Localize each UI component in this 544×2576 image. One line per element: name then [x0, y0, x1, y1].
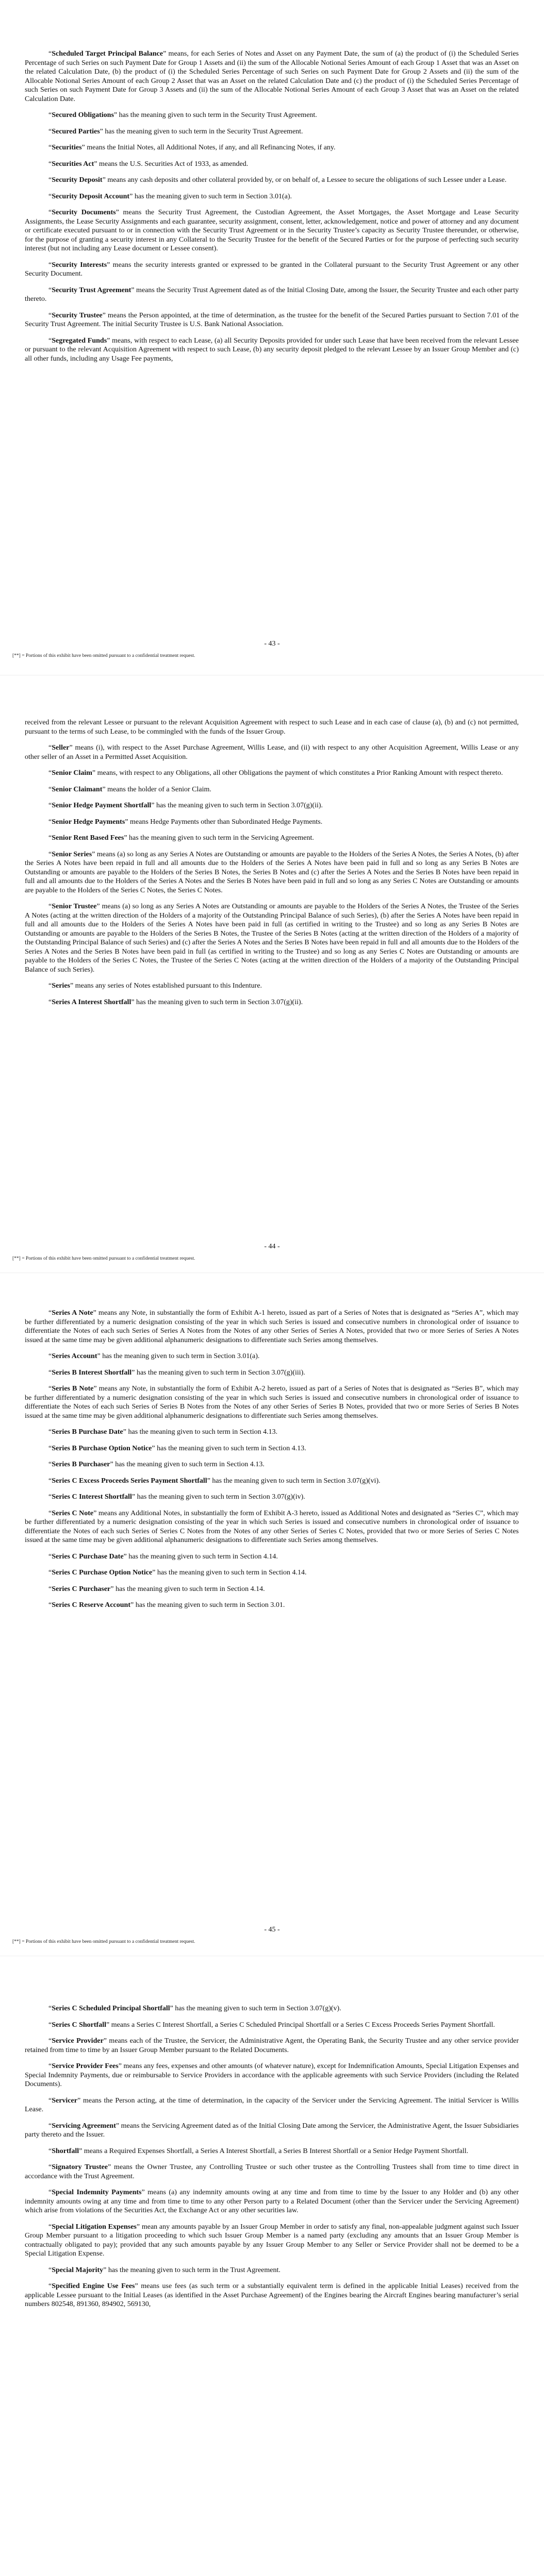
- defined-term: Series B Purchase Option Notice: [52, 1444, 152, 1452]
- defined-term: Series C Purchase Date: [52, 1552, 124, 1561]
- defined-term: Security Documents: [52, 209, 116, 216]
- defined-term: Series C Excess Proceeds Series Payment Shortfall: [52, 1477, 207, 1485]
- definition-paragraph: “Senior Claim” means, with respect to any Obligations, all other Obligations the payment of which constitutes a Prior Ranking Amount with respect thereto.: [48, 769, 503, 777]
- definition-paragraph: “Senior Claimant” means the holder of a Senior Claim.: [48, 785, 211, 793]
- definition-paragraph: “Security Documents” means the Security Trust Agreement, the Custodian Agreement, the Asset Mortgages, the Asset Mortgage and Lease Security Assignments, the Lease Security Assignments and each guarantee, security assignment, consent, letter, acknowledgement, notice and power of attorney and any document or certificate executed pursuant to or in connection with the Security Trust Agreement or in the Security Trustee’s capacity as Security Trustee thereunder, or otherwise, for the purpose of granting a security interest in any Collateral to the Security Trustee for the benefit of the Secured Parties or for the purpose of perfecting such security interest (but not including any Lease document or Lessee consent).: [25, 209, 519, 252]
- definition-text: ” has the meaning given to such term in the Trust Agreement.: [103, 2266, 281, 2274]
- definition-paragraph: “Secured Parties” has the meaning given to such term in the Security Trust Agreement.: [48, 127, 303, 135]
- definition-text: ” means Hedge Payments other than Subordinated Hedge Payments.: [125, 818, 323, 826]
- defined-term: Series C Purchaser: [52, 1585, 111, 1593]
- definition-paragraph: “Service Provider” means each of the Trustee, the Servicer, the Administrative Agent, the Operating Bank, the Security Trustee and any other service provider retained from time to time by an Issuer Group Member pursuant to the Related Documents.: [25, 2037, 519, 2054]
- definition-text: ” has the meaning given to such term in Section 3.01.: [130, 1601, 285, 1609]
- defined-term: Series C Shortfall: [52, 2021, 106, 2029]
- definition-paragraph: “Series C Purchase Date” has the meaning given to such term in Section 4.14.: [48, 1552, 278, 1561]
- definition-text: ” means, with respect to each Lease, (a) all Security Deposits provided for under such Lease that have been received from the relevant Lessee or pursuant to the relevant Acquisition Agreement with respect to such Lease, (b) any security deposit pledged to the relevant Lessee by an Issuer Group Member and (c) all other funds, including any Usage Fee payments,: [25, 336, 519, 363]
- defined-term: Series B Purchaser: [52, 1461, 110, 1468]
- definition-paragraph: “Series A Note” means any Note, in substantially the form of Exhibit A-1 hereto, issued as part of a Series of Notes that is designated as “Series A”, which may be further differentiated by a numeric designation consisting of the year in which such Series is issued and consecutive numbers in chronological order of issuance to differentiate the Notes of each such Series of Series A Notes from the Notes of any other Series of Series A Notes, provided that two or more Series of Series A Notes issued at the same time may be given additional alphanumeric designations to differentiate such Series among themselves.: [25, 1309, 519, 1344]
- defined-term: Service Provider: [52, 2037, 104, 2045]
- definition-text: ” has the meaning given to such term in Section 3.07(g)(ii).: [131, 998, 303, 1006]
- definition-paragraph: “Series B Purchase Date” has the meaning given to such term in Section 4.13.: [48, 1428, 278, 1436]
- defined-term: Series B Interest Shortfall: [52, 1368, 132, 1377]
- definition-text: ” has the meaning given to such term in Section 4.14.: [110, 1585, 265, 1593]
- definition-text: ” has the meaning given to such term in Section 3.07(g)(ii).: [151, 802, 323, 809]
- definition-text: ” has the meaning given to such term in Section 3.07(g)(v).: [170, 2005, 341, 2012]
- definition-text: ” means the holder of a Senior Claim.: [102, 785, 211, 793]
- defined-term: Security Trust Agreement: [52, 286, 131, 294]
- definition-text: ” means the Person appointed, at the time of determination, as the trustee for the benefit of the Secured Parties pursuant to Section 7.01 of the Security Trust Agreement. The initial Security Trustee is U.S. Bank National Association.: [25, 311, 519, 328]
- definition-text: ” means any fees, expenses and other amounts (of whatever nature), except for Indemnification Amounts, Special Litigation Expenses and Special Indemnity Payments, due or reimbursable to Service Providers in accordance with the applicable agreements with such Service Providers (including the Related Documents).: [25, 2062, 519, 2088]
- defined-term: Senior Hedge Payment Shortfall: [52, 802, 152, 809]
- definition-text: ” has the meaning given to such term in the Servicing Agreement.: [124, 834, 314, 842]
- definition-paragraph: “Series B Note” means any Note, in substantially the form of Exhibit A-2 hereto, issued as part of a Series of Notes that is designated as “Series B”, which may be further differentiated by a numeric designation consisting of the year in which such Series is issued and consecutive numbers in chronological order of issuance to differentiate the Notes of each such Series of Series B Notes from the Notes of any other Series of Series B Notes, provided that two or more Series of Series B Notes issued at the same time may be given additional alphanumeric designations to differentiate such Series among themselves.: [25, 1385, 519, 1420]
- defined-term: Special Indemnity Payments: [52, 2189, 142, 2196]
- definition-text: ” has the meaning given to such term in the Security Trust Agreement.: [100, 127, 303, 135]
- defined-term: Series C Reserve Account: [52, 1601, 131, 1609]
- definition-text: ” has the meaning given to such term in Section 4.14.: [152, 1569, 307, 1577]
- defined-term: Secured Parties: [52, 127, 100, 135]
- definition-paragraph: “Segregated Funds” means, with respect to each Lease, (a) all Security Deposits provided for under such Lease that have been received from the relevant Lessee or pursuant to the relevant Acquisition Agreement with respect to such Lease, (b) any security deposit pledged to the relevant Lessee by an Issuer Group Member and (c) all other funds, including any Usage Fee payments,: [25, 336, 519, 363]
- definition-paragraph: “Secured Obligations” has the meaning given to such term in the Security Trust Agreement.: [48, 111, 317, 119]
- definition-text: ” means any Note, in substantially the form of Exhibit A-2 hereto, issued as part of a Series of Notes that is designated as “Series B”, which may be further differentiated by a numeric designation consisting of the year in which such Series is issued and consecutive numbers in chronological order of issuance to differentiate the Notes of each such Series of Series B Notes from the Notes of any other Series of Series B Notes, provided that two or more Series of Series B Notes issued at the same time may be given additional alphanumeric designations to differentiate such Series among themselves.: [25, 1385, 519, 1420]
- definition-text: ” means, for each Series of Notes and Asset on any Payment Date, the sum of (a) the product of (i) the Scheduled Series Percentage of such Series on such Payment Date for Group 1 Assets and (ii) the sum of the Allocable Notional Series Amount of each Group 1 Asset that was an Asset on the related Calculation Date, (b) the product of (i) the Scheduled Series Percentage of such Series on such Payment Date for Group 2 Assets and (ii) the sum of the Allocable Notional Series Amount of each Group 2 Asset that was an Asset on the related Calculation Date and (c) the product of (i) the Scheduled Series Percentage of such Series on such Payment Date for Group 3 Assets and (ii) the sum of the Allocable Notional Series Amount of each Group 3 Asset that was an Asset on the related Calculation Date.: [25, 50, 519, 103]
- page-number: - 43 -: [264, 640, 280, 648]
- definition-text: ” means any series of Notes established pursuant to this Indenture.: [70, 982, 262, 990]
- confidential-footnote: [**] = Portions of this exhibit have been omitted pursuant to a confidential treatment request.: [12, 1256, 195, 1261]
- definition-paragraph: “Shortfall” means a Required Expenses Shortfall, a Series A Interest Shortfall, a Series B Interest Shortfall or a Senior Hedge Payment Shortfall.: [48, 2147, 469, 2155]
- definition-text: ” means (i), with respect to the Asset Purchase Agreement, Willis Lease, and (ii) with respect to any other Acquisition Agreement, Willis Lease or any other seller of an Asset in a Permitted Asset Acquisition.: [25, 744, 519, 761]
- defined-term: Series: [52, 982, 70, 990]
- definition-text: ” means the U.S. Securities Act of 1933, as amended.: [94, 160, 249, 168]
- definition-paragraph: “Series C Shortfall” means a Series C Interest Shortfall, a Series C Scheduled Principal Shortfall or a Series C Excess Proceeds Series Payment Shortfall.: [48, 2021, 495, 2029]
- definition-text: ” means any Note, in substantially the form of Exhibit A-1 hereto, issued as part of a Series of Notes that is designated as “Series A”, which may be further differentiated by a numeric designation consisting of the year in which such Series is issued and consecutive numbers in chronological order of issuance to differentiate the Notes of each such Series of Series A Notes from the Notes of any other Series of Series A Notes, provided that two or more Series of Series A Notes issued at the same time may be given additional alphanumeric designations to differentiate such Series among themselves.: [25, 1309, 519, 1344]
- definition-paragraph: “Series B Purchaser” has the meaning given to such term in Section 4.13.: [48, 1461, 265, 1468]
- definition-paragraph: “Seller” means (i), with respect to the Asset Purchase Agreement, Willis Lease, and (ii) with respect to any other Acquisition Agreement, Willis Lease or any other seller of an Asset in a Permitted Asset Acquisition.: [25, 744, 519, 761]
- defined-term: Security Trustee: [52, 311, 103, 319]
- definition-paragraph: “Security Deposit” means any cash deposits and other collateral provided by, or on behalf of, a Lessee to secure the obligations of such Lessee under a Lease.: [48, 176, 507, 184]
- defined-term: Specified Engine Use Fees: [52, 2282, 135, 2290]
- page-number: - 45 -: [264, 1926, 280, 1934]
- definition-text: ” has the meaning given to such term in Section 4.13.: [123, 1428, 278, 1436]
- defined-term: Security Deposit Account: [52, 192, 130, 200]
- defined-term: Servicer: [52, 2096, 77, 2105]
- defined-term: Securities: [52, 144, 82, 151]
- page-number: - 44 -: [264, 1243, 280, 1250]
- definition-text: ” has the meaning given to such term in Section 3.01(a).: [129, 192, 292, 200]
- definition-text: ” means (a) so long as any Series A Notes are Outstanding or amounts are payable to the Holders of the Series A Notes, the Trustee of the Series A Notes (acting at the written direction of the Holders of a majority of the Outstanding Principal Balance of such Series), (b) after the Series A Notes have been repaid in full and all amounts due to the Holders of the Series A Notes have been paid in full (as certified in writing to the Trustee) and so long as any Series B Notes are Outstanding or amounts are payable to the Holders of the Series B Notes, the Trustee of the Series B Notes (acting at the written direction of the Holders of a majority of the Outstanding Principal Balance of such Series) and (c) after the Series A Notes and the Series B Notes have been repaid in full and all amounts due to the Holders of the Series A Notes and the Series B Notes have been paid in full (as certified in writing to the Trustee) and so long as any Series C Notes are Outstanding or amounts are payable to the Holders of the Series C Notes, the Trustee of the Series C Notes (acting at the written direction of the Holders of a majority of the Outstanding Principal Balance of such Series).: [25, 903, 519, 974]
- definition-paragraph: “Scheduled Target Principal Balance” means, for each Series of Notes and Asset on any Payment Date, the sum of (a) the product of (i) the Scheduled Series Percentage of such Series on such Payment Date for Group 1 Assets and (ii) the sum of the Allocable Notional Series Amount of each Group 1 Asset that was an Asset on the related Calculation Date, (b) the product of (i) the Scheduled Series Percentage of such Series on such Payment Date for Group 2 Assets and (ii) the sum of the Allocable Notional Series Amount of each Group 2 Asset that was an Asset on the related Calculation Date and (c) the product of (i) the Scheduled Series Percentage of such Series on such Payment Date for Group 3 Assets and (ii) the sum of the Allocable Notional Series Amount of each Group 3 Asset that was an Asset on the related Calculation Date.: [25, 50, 519, 103]
- definition-paragraph: “Signatory Trustee” means the Owner Trustee, any Controlling Trustee or such other trustee as the Controlling Trustees shall from time to time direct in accordance with the Trust Agreement.: [25, 2163, 519, 2180]
- definition-text: ” means the Initial Notes, all Additional Notes, if any, and all Refinancing Notes, if any.: [81, 144, 336, 151]
- defined-term: Senior Claimant: [52, 785, 103, 793]
- definition-text: ” means the Security Trust Agreement dated as of the Initial Closing Date, among the Issuer, the Security Trustee and each other party thereto.: [25, 286, 519, 303]
- defined-term: Series A Interest Shortfall: [52, 998, 131, 1006]
- definition-paragraph: “Series C Excess Proceeds Series Payment Shortfall” has the meaning given to such term in Section 3.07(g)(vi).: [48, 1477, 381, 1485]
- definition-paragraph: “Securities” means the Initial Notes, all Additional Notes, if any, and all Refinancing Notes, if any.: [48, 144, 336, 151]
- defined-term: Signatory Trustee: [52, 2163, 108, 2171]
- defined-term: Segregated Funds: [52, 336, 107, 345]
- defined-term: Senior Rent Based Fees: [52, 834, 124, 842]
- defined-term: Security Interests: [52, 261, 107, 269]
- definition-text: ” means any cash deposits and other collateral provided by, or on behalf of, a Lessee to secure the obligations of such Lessee under a Lease.: [102, 176, 507, 184]
- defined-term: Series A Note: [52, 1309, 93, 1317]
- definition-text: ” means a Series C Interest Shortfall, a Series C Scheduled Principal Shortfall or a Series C Excess Proceeds Series Payment Shortfall.: [106, 2021, 495, 2029]
- definition-text: ” means the Owner Trustee, any Controlling Trustee or such other trustee as the Controlling Trustees shall from time to time direct in accordance with the Trust Agreement.: [25, 2163, 519, 2180]
- definition-text: ” has the meaning given to such term in Section 4.14.: [123, 1552, 278, 1561]
- definition-text: ” has the meaning given to such term in Section 3.01(a).: [97, 1352, 260, 1360]
- definition-paragraph: “Special Litigation Expenses” mean any amounts payable by an Issuer Group Member in order to satisfy any final, non-appealable judgment against such Issuer Group Member pursuant to a litigation proceeding to which such Issuer Group Member is a named party (excluding any amounts that an Issuer Group Member is contractually obligated to pay); provided that any such amounts payable by any Issuer Group Member to any Seller or Service Provider shall not be deemed to be a Special Litigation Expense.: [25, 2223, 519, 2258]
- defined-term: Series B Purchase Date: [52, 1428, 123, 1436]
- defined-term: Series B Note: [52, 1385, 94, 1393]
- definition-paragraph: “Securities Act” means the U.S. Securities Act of 1933, as amended.: [48, 160, 249, 168]
- definition-paragraph: “Servicing Agreement” means the Servicing Agreement dated as of the Initial Closing Date among the Servicer, the Administrative Agent, the Issuer Subsidiaries party thereto and the Issuer.: [25, 2122, 519, 2139]
- definition-paragraph: “Security Trustee” means the Person appointed, at the time of determination, as the trustee for the benefit of the Secured Parties pursuant to Section 7.01 of the Security Trust Agreement. The initial Security Trustee is U.S. Bank National Association.: [25, 311, 519, 328]
- defined-term: Series C Interest Shortfall: [52, 1493, 132, 1501]
- defined-term: Special Majority: [52, 2266, 104, 2274]
- definition-paragraph: “Senior Trustee” means (a) so long as any Series A Notes are Outstanding or amounts are payable to the Holders of the Series A Notes, the Trustee of the Series A Notes (acting at the written direction of the Holders of a majority of the Outstanding Principal Balance of such Series), (b) after the Series A Notes have been repaid in full and all amounts due to the Holders of the Series A Notes have been paid in full (as certified in writing to the Trustee) and so long as any Series B Notes are Outstanding or amounts are payable to the Holders of the Series B Notes, the Trustee of the Series B Notes (acting at the written direction of the Holders of a majority of the Outstanding Principal Balance of such Series) and (c) after the Series A Notes and the Series B Notes have been repaid in full and all amounts due to the Holders of the Series A Notes and the Series B Notes have been paid in full (as certified in writing to the Trustee) and so long as any Series C Notes are Outstanding or amounts are payable to the Holders of the Series C Notes, the Trustee of the Series C Notes (acting at the written direction of the Holders of a majority of the Outstanding Principal Balance of such Series).: [25, 903, 519, 974]
- definition-text: ” means the Servicing Agreement dated as of the Initial Closing Date among the Servicer, the Administrative Agent, the Issuer Subsidiaries party thereto and the Issuer.: [25, 2122, 519, 2139]
- confidential-footnote: [**] = Portions of this exhibit have been omitted pursuant to a confidential treatment request.: [12, 653, 195, 658]
- definition-paragraph: “Series C Purchase Option Notice” has the meaning given to such term in Section 4.14.: [48, 1569, 307, 1577]
- definition-text: ” means the Security Trust Agreement, the Custodian Agreement, the Asset Mortgages, the Asset Mortgage and Lease Security Assignments, the Lease Security Assignments and each guarantee, security assignment, consent, letter, acknowledgement, notice and power of attorney and any document or certificate executed pursuant to or in connection with the Security Trust Agreement or in the Security Trustee’s capacity as Security Trustee thereunder, or otherwise, for the purpose of granting a security interest in any Collateral to the Security Trustee for the benefit of the Secured Parties or for the purpose of perfecting such security interest (but not including any Lease document or Lessee consent).: [25, 209, 519, 252]
- confidential-footnote: [**] = Portions of this exhibit have been omitted pursuant to a confidential treatment request.: [12, 1939, 195, 1944]
- defined-term: Service Provider Fees: [52, 2062, 119, 2070]
- definition-paragraph: “Series C Interest Shortfall” has the meaning given to such term in Section 3.07(g)(iv).: [48, 1493, 305, 1501]
- definition-text: ” means (a) any indemnity amounts owing at any time and from time to time by the Issuer to any Holder and (b) any other indemnity amounts owing at any time and from time to time to any other Person party to a Related Document (other than the Servicer under the Servicing Agreement) which arise from violations of the Securities Act, the Exchange Act or any other securities law.: [25, 2189, 519, 2214]
- defined-term: Senior Series: [52, 850, 92, 858]
- definition-paragraph: “Senior Series” means (a) so long as any Series A Notes are Outstanding or amounts are payable to the Holders of the Series A Notes, the Series A Notes, (b) after the Series A Notes have been repaid in full and all amounts due to the Holders of the Series A Notes have been paid in full and so long as any Series B Notes are Outstanding or amounts are payable to the Holders of the Series B Notes, the Series B Notes and (c) after the Series A Notes and the Series B Notes have been repaid in full and all amounts due to the Holders of the Series A Notes and the Series B Notes have been paid in full and so long as any Series C Notes are Outstanding or amounts are payable to the Holders of the Series C Notes, the Series C Notes.: [25, 850, 519, 894]
- defined-term: Scheduled Target Principal Balance: [52, 50, 163, 58]
- definition-paragraph: “Series C Purchaser” has the meaning given to such term in Section 4.14.: [48, 1585, 265, 1593]
- continuation-paragraph: [25, 718, 519, 736]
- definition-text: ” has the meaning given to such term in Section 4.13.: [152, 1444, 306, 1452]
- definition-text: ” means the security interests granted or expressed to be granted in the Collateral pursuant to the Security Trust Agreement or any other Security Document.: [25, 261, 519, 278]
- definition-text: received from the relevant Lessee or pursuant to the relevant Acquisition Agreement with respect to such Lease and in each case of clause (a), (b) and (c) not permitted, pursuant to the terms of such Lease, to be commingled with the funds of the Issuer Group.: [25, 719, 519, 736]
- defined-term: Series C Purchase Option Notice: [52, 1569, 153, 1577]
- definition-text: ” means the Person acting, at the time of determination, in the capacity of the Servicer under the Servicing Agreement. The initial Servicer is Willis Lease.: [25, 2096, 519, 2113]
- definition-text: ” means any Additional Notes, in substantially the form of Exhibit A-3 hereto, issued as Additional Notes and designated as “Series C”, which may be further differentiated by a numeric designation consisting of the year in which such Series is issued and consecutive numbers in chronological order of issuance to differentiate the Notes of each such Series of Series C Notes from the Notes of any other Series of Series C Notes, provided that two or more Series of Series C Notes issued at the same time may be given additional alphanumeric designations to differentiate such Series among themselves.: [25, 1509, 519, 1544]
- definition-text: ” means, with respect to any Obligations, all other Obligations the payment of which constitutes a Prior Ranking Amount with respect thereto.: [92, 769, 503, 777]
- defined-term: Series C Scheduled Principal Shortfall: [52, 2005, 170, 2012]
- definition-text: ” has the meaning given to such term in Section 3.07(g)(iii).: [131, 1368, 305, 1377]
- definition-paragraph: “Special Majority” has the meaning given to such term in the Trust Agreement.: [48, 2266, 281, 2274]
- definition-paragraph: “Security Deposit Account” has the meaning given to such term in Section 3.01(a).: [48, 192, 292, 200]
- definition-paragraph: “Series B Interest Shortfall” has the meaning given to such term in Section 3.07(g)(iii).: [48, 1368, 305, 1377]
- defined-term: Special Litigation Expenses: [52, 2223, 137, 2231]
- definition-text: ” has the meaning given to such term in Section 4.13.: [110, 1461, 265, 1468]
- defined-term: Senior Claim: [52, 769, 92, 777]
- defined-term: Secured Obligations: [52, 111, 114, 119]
- definition-text: ” has the meaning given to such term in the Security Trust Agreement.: [113, 111, 317, 119]
- definition-paragraph: “Series C Note” means any Additional Notes, in substantially the form of Exhibit A-3 hereto, issued as Additional Notes and designated as “Series C”, which may be further differentiated by a numeric designation consisting of the year in which such Series is issued and consecutive numbers in chronological order of issuance to differentiate the Notes of each such Series of Series C Notes from the Notes of any other Series of Series C Notes, provided that two or more Series of Series C Notes issued at the same time may be given additional alphanumeric designations to differentiate such Series among themselves.: [25, 1509, 519, 1544]
- definition-text: ” means each of the Trustee, the Servicer, the Administrative Agent, the Operating Bank, the Security Trustee and any other service provider retained from time to time by an Issuer Group Member pursuant to the Related Documents.: [25, 2037, 519, 2054]
- definition-paragraph: “Senior Rent Based Fees” has the meaning given to such term in the Servicing Agreement.: [48, 834, 314, 842]
- definition-paragraph: “Series C Reserve Account” has the meaning given to such term in Section 3.01.: [48, 1601, 285, 1609]
- definition-text: ” has the meaning given to such term in Section 3.07(g)(iv).: [131, 1493, 305, 1501]
- definition-paragraph: “Series B Purchase Option Notice” has the meaning given to such term in Section 4.13.: [48, 1444, 306, 1452]
- definition-paragraph: “Special Indemnity Payments” means (a) any indemnity amounts owing at any time and from time to time by the Issuer to any Holder and (b) any other indemnity amounts owing at any time and from time to time to any other Person party to a Related Document (other than the Servicer under the Servicing Agreement) which arise from violations of the Securities Act, the Exchange Act or any other securities law.: [25, 2189, 519, 2214]
- definition-text: ” means a Required Expenses Shortfall, a Series A Interest Shortfall, a Series B Interest Shortfall or a Senior Hedge Payment Shortfall.: [79, 2147, 469, 2155]
- defined-term: Security Deposit: [52, 176, 103, 184]
- definition-paragraph: “Specified Engine Use Fees” means use fees (as such term or a substantially equivalent term is defined in the applicable Initial Leases) received from the applicable Lessee pursuant to the Initial Leases (as identified in the Asset Purchase Agreement) of the Engines bearing the Aircraft Engines bearing manufacturer’s serial numbers 802548, 891360, 894902, 569130,: [25, 2282, 519, 2308]
- definition-text: ” mean any amounts payable by an Issuer Group Member in order to satisfy any final, non-appealable judgment against such Issuer Group Member pursuant to a litigation proceeding to which such Issuer Group Member is a named party (excluding any amounts that an Issuer Group Member is contractually obligated to pay); provided that any such amounts payable by any Issuer Group Member to any Seller or Service Provider shall not be deemed to be a Special Litigation Expense.: [25, 2223, 519, 2258]
- definition-paragraph: “Service Provider Fees” means any fees, expenses and other amounts (of whatever nature), except for Indemnification Amounts, Special Litigation Expenses and Special Indemnity Payments, due or reimbursable to Service Providers in accordance with the applicable agreements with such Service Providers (including the Related Documents).: [25, 2062, 519, 2088]
- defined-term: Seller: [52, 744, 70, 752]
- defined-term: Series C Note: [52, 1509, 94, 1517]
- definition-paragraph: “Senior Hedge Payment Shortfall” has the meaning given to such term in Section 3.07(g)(ii).: [48, 802, 323, 809]
- definition-paragraph: “Series A Interest Shortfall” has the meaning given to such term in Section 3.07(g)(ii).: [48, 998, 303, 1006]
- definition-paragraph: “Series C Scheduled Principal Shortfall” has the meaning given to such term in Section 3.07(g)(v).: [48, 2005, 341, 2012]
- defined-term: Shortfall: [52, 2147, 79, 2155]
- defined-term: Securities Act: [52, 160, 94, 168]
- definition-text: ” means (a) so long as any Series A Notes are Outstanding or amounts are payable to the Holders of the Series A Notes, the Series A Notes, (b) after the Series A Notes have been repaid in full and all amounts due to the Holders of the Series A Notes have been paid in full and so long as any Series B Notes are Outstanding or amounts are payable to the Holders of the Series B Notes, the Series B Notes and (c) after the Series A Notes and the Series B Notes have been repaid in full and all amounts due to the Holders of the Series A Notes and the Series B Notes have been paid in full and so long as any Series C Notes are Outstanding or amounts are payable to the Holders of the Series C Notes, the Series C Notes.: [25, 850, 519, 894]
- definition-text: ” means use fees (as such term or a substantially equivalent term is defined in the applicable Initial Leases) received from the applicable Lessee pursuant to the Initial Leases (as identified in the Asset Purchase Agreement) of the Engines bearing the Aircraft Engines bearing manufacturer’s serial numbers 802548, 891360, 894902, 569130,: [25, 2282, 519, 2308]
- defined-term: Servicing Agreement: [52, 2122, 116, 2130]
- defined-term: Series Account: [52, 1352, 97, 1360]
- definition-paragraph: “Security Interests” means the security interests granted or expressed to be granted in the Collateral pursuant to the Security Trust Agreement or any other Security Document.: [25, 261, 519, 278]
- definition-paragraph: “Senior Hedge Payments” means Hedge Payments other than Subordinated Hedge Payments.: [48, 818, 323, 826]
- definition-paragraph: “Security Trust Agreement” means the Security Trust Agreement dated as of the Initial Closing Date, among the Issuer, the Security Trustee and each other party thereto.: [25, 286, 519, 303]
- definition-paragraph: “Series Account” has the meaning given to such term in Section 3.01(a).: [48, 1352, 260, 1360]
- defined-term: Senior Hedge Payments: [52, 818, 125, 826]
- defined-term: Senior Trustee: [52, 903, 97, 910]
- definition-text: ” has the meaning given to such term in Section 3.07(g)(vi).: [207, 1477, 381, 1485]
- definition-paragraph: “Series” means any series of Notes established pursuant to this Indenture.: [48, 982, 262, 990]
- definition-paragraph: “Servicer” means the Person acting, at the time of determination, in the capacity of the Servicer under the Servicing Agreement. The initial Servicer is Willis Lease.: [25, 2096, 519, 2113]
